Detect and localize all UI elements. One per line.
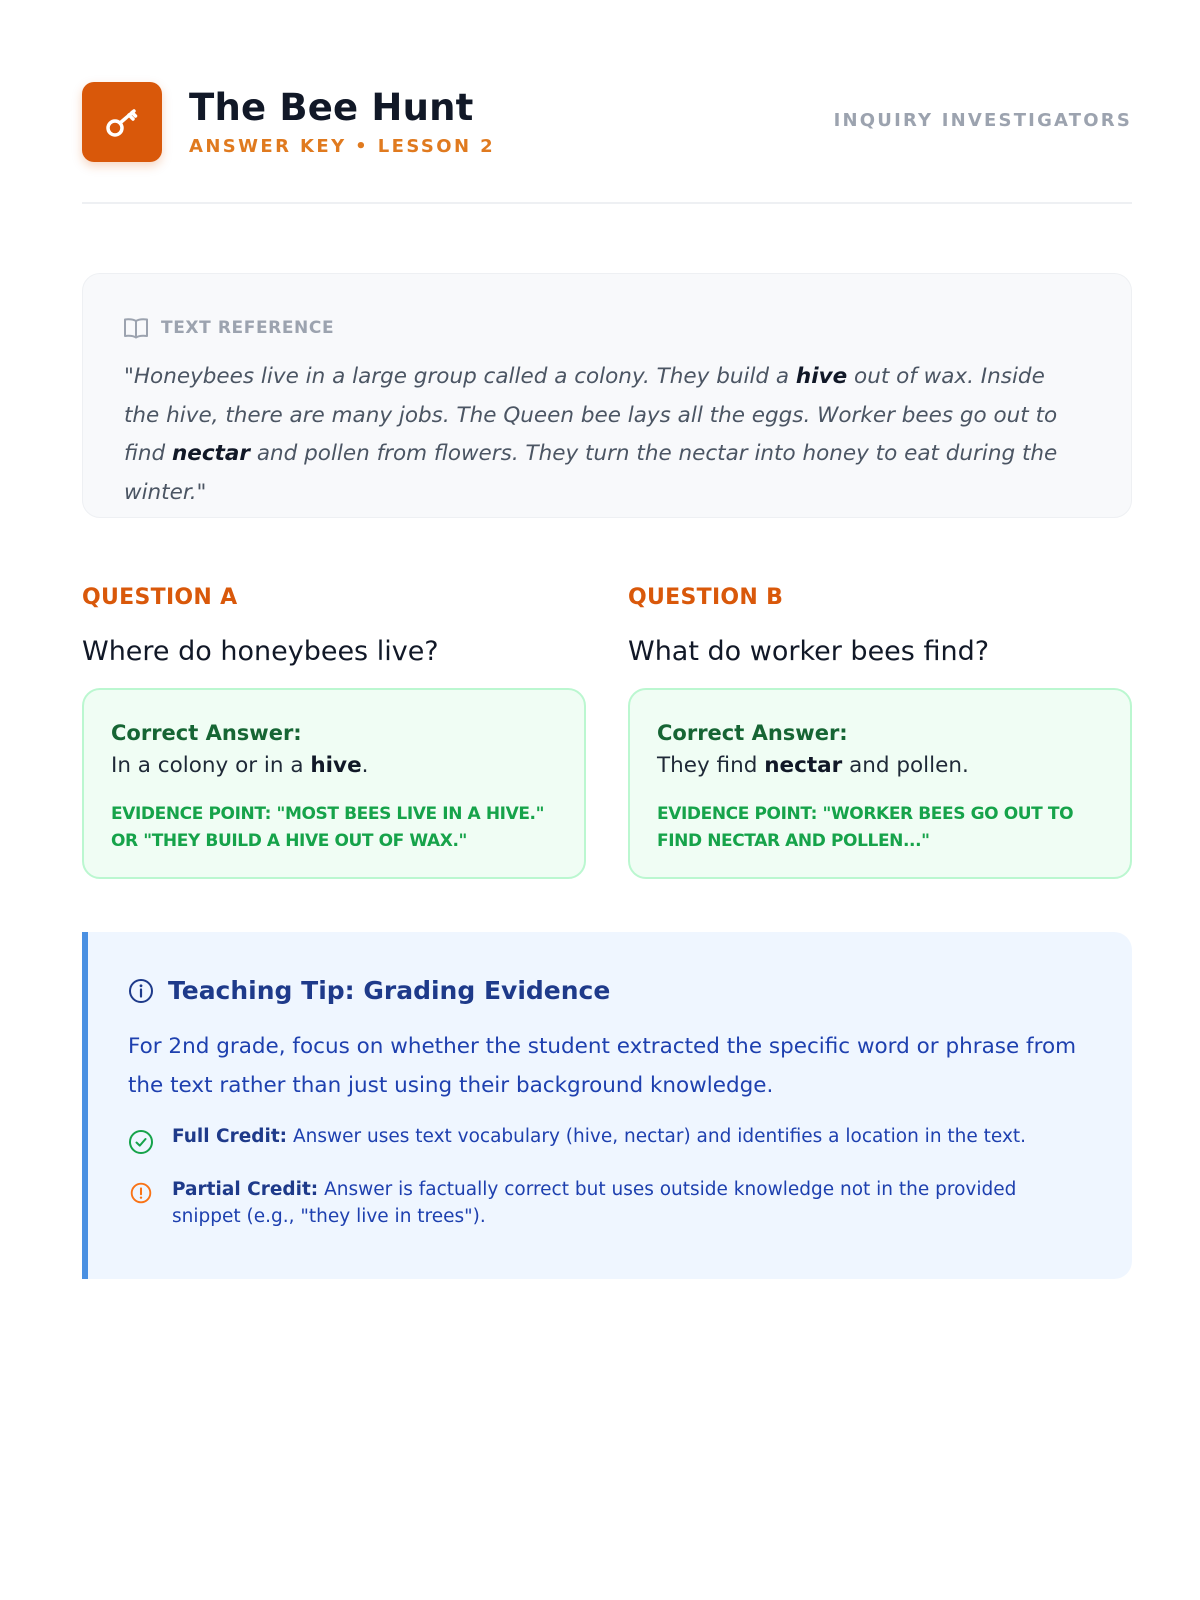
question-text: Where do honeybees live? — [82, 636, 439, 667]
reference-quote: "Honeybees live in a large group called a colony. They build a hive out of wax. Inside the hive, there are many jobs. The Queen bee lays all the eggs. Worker bees go out to find nectar and pollen from flowers. They turn the nectar into honey to eat during the winter." — [124, 364, 1058, 505]
criteria-text: Full Credit: Answer uses text vocabulary (hive, nectar) and identifies a location in the text. — [172, 1126, 1027, 1147]
alert-circle-icon — [128, 1182, 154, 1204]
keyword-hive: hive — [795, 364, 848, 389]
key-icon — [102, 102, 142, 142]
teaching-tip-box — [82, 932, 1132, 1279]
question-b — [628, 585, 1132, 851]
question-label: QUESTION B — [628, 585, 784, 610]
logo — [82, 82, 162, 162]
answer-text: In a colony or in a hive. — [111, 753, 369, 778]
answer-card — [82, 688, 586, 879]
page-header — [82, 80, 1132, 204]
text-reference-box — [82, 273, 1132, 518]
answer-heading: Correct Answer: — [111, 721, 302, 745]
criteria-label: Partial Credit: — [172, 1179, 319, 1200]
page-title: The Bee Hunt — [189, 86, 474, 129]
teaching-tip-title: Teaching Tip: Grading Evidence — [168, 976, 611, 1005]
question-label: QUESTION A — [82, 585, 238, 610]
check-circle-icon — [128, 1129, 154, 1155]
criteria-partial-credit — [128, 1176, 1088, 1230]
info-icon — [128, 978, 154, 1004]
answer-text: They find nectar and pollen. — [657, 753, 969, 778]
keyword-nectar: nectar — [172, 441, 251, 466]
question-text: What do worker bees find? — [628, 636, 990, 667]
answer-heading: Correct Answer: — [657, 721, 848, 745]
evidence-point: EVIDENCE POINT: "WORKER BEES GO OUT TO FIND NECTAR AND POLLEN..." — [657, 804, 1074, 851]
question-a — [82, 585, 586, 851]
text-reference-header — [123, 316, 334, 340]
criteria-label: Full Credit: — [172, 1126, 288, 1147]
book-icon — [123, 316, 149, 340]
page-subtitle: ANSWER KEY • LESSON 2 — [189, 136, 495, 157]
evidence-point: EVIDENCE POINT: "MOST BEES LIVE IN A HIVE." OR "THEY BUILD A HIVE OUT OF WAX." — [111, 804, 545, 851]
brand-name: INQUIRY INVESTIGATORS — [833, 110, 1132, 131]
teaching-tip-header — [128, 976, 610, 1005]
answer-card — [628, 688, 1132, 879]
text-reference-label: TEXT REFERENCE — [161, 318, 335, 338]
criteria-text: Partial Credit: Answer is factually correct but uses outside knowledge not in the provided snippet (e.g., "they live in trees"). — [172, 1179, 1017, 1227]
criteria-full-credit — [128, 1123, 1088, 1155]
teaching-tip-body: For 2nd grade, focus on whether the student extracted the specific word or phrase from the text rather than just using their background knowledge. — [128, 1034, 1077, 1098]
